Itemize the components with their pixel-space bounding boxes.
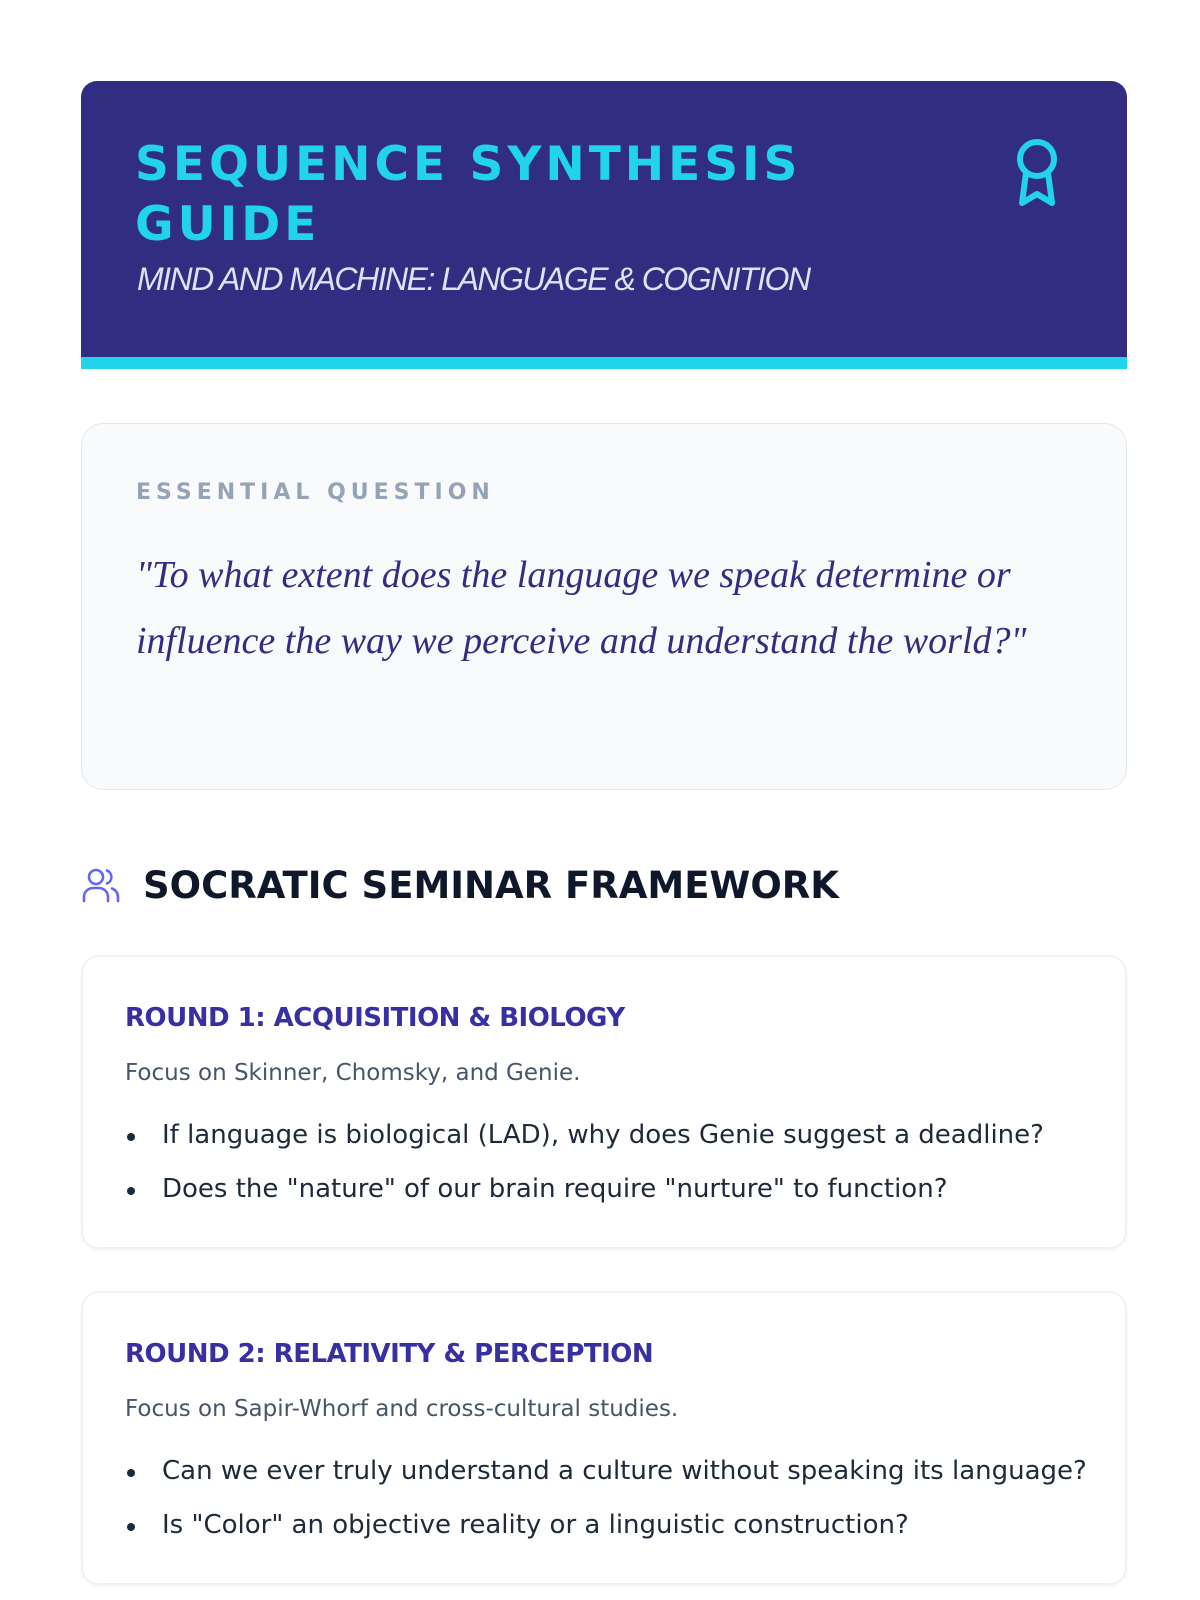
question-item: Is "Color" an objective reality or a linguistic construction?: [125, 1498, 1105, 1552]
round-focus: Focus on Skinner, Chomsky, and Genie.: [125, 1060, 581, 1086]
users-icon: [81, 865, 121, 905]
round-title: ROUND 2: RELATIVITY & PERCEPTION: [125, 1339, 654, 1369]
question-list: [125, 1444, 1105, 1552]
course-subtitle: MIND AND MACHINE: LANGUAGE & COGNITION: [137, 261, 810, 297]
round-focus: Focus on Sapir-Whorf and cross-cultural studies.: [125, 1396, 679, 1422]
header-banner: [81, 81, 1127, 369]
seminar-section-heading: [81, 860, 839, 910]
question-item: Does the "nature" of our brain require "nurture" to function?: [125, 1162, 1105, 1216]
essential-question-label: ESSENTIAL QUESTION: [136, 480, 495, 505]
section-title: SOCRATIC SEMINAR FRAMEWORK: [143, 863, 839, 907]
question-list: [125, 1108, 1105, 1216]
round-card: [81, 1291, 1127, 1585]
round-title: ROUND 1: ACQUISITION & BIOLOGY: [125, 1003, 625, 1033]
question-item: If language is biological (LAD), why does Genie suggest a deadline?: [125, 1108, 1105, 1162]
round-card: [81, 955, 1127, 1249]
guide-title: SEQUENCE SYNTHESIS GUIDE: [135, 137, 802, 252]
essential-question-text: "To what extent does the language we speak determine or influence the way we perceive and understand the world?": [136, 554, 1027, 662]
award-ribbon-icon: [1009, 137, 1065, 209]
essential-question-card: [81, 423, 1127, 790]
question-item: Can we ever truly understand a culture without speaking its language?: [125, 1444, 1105, 1498]
